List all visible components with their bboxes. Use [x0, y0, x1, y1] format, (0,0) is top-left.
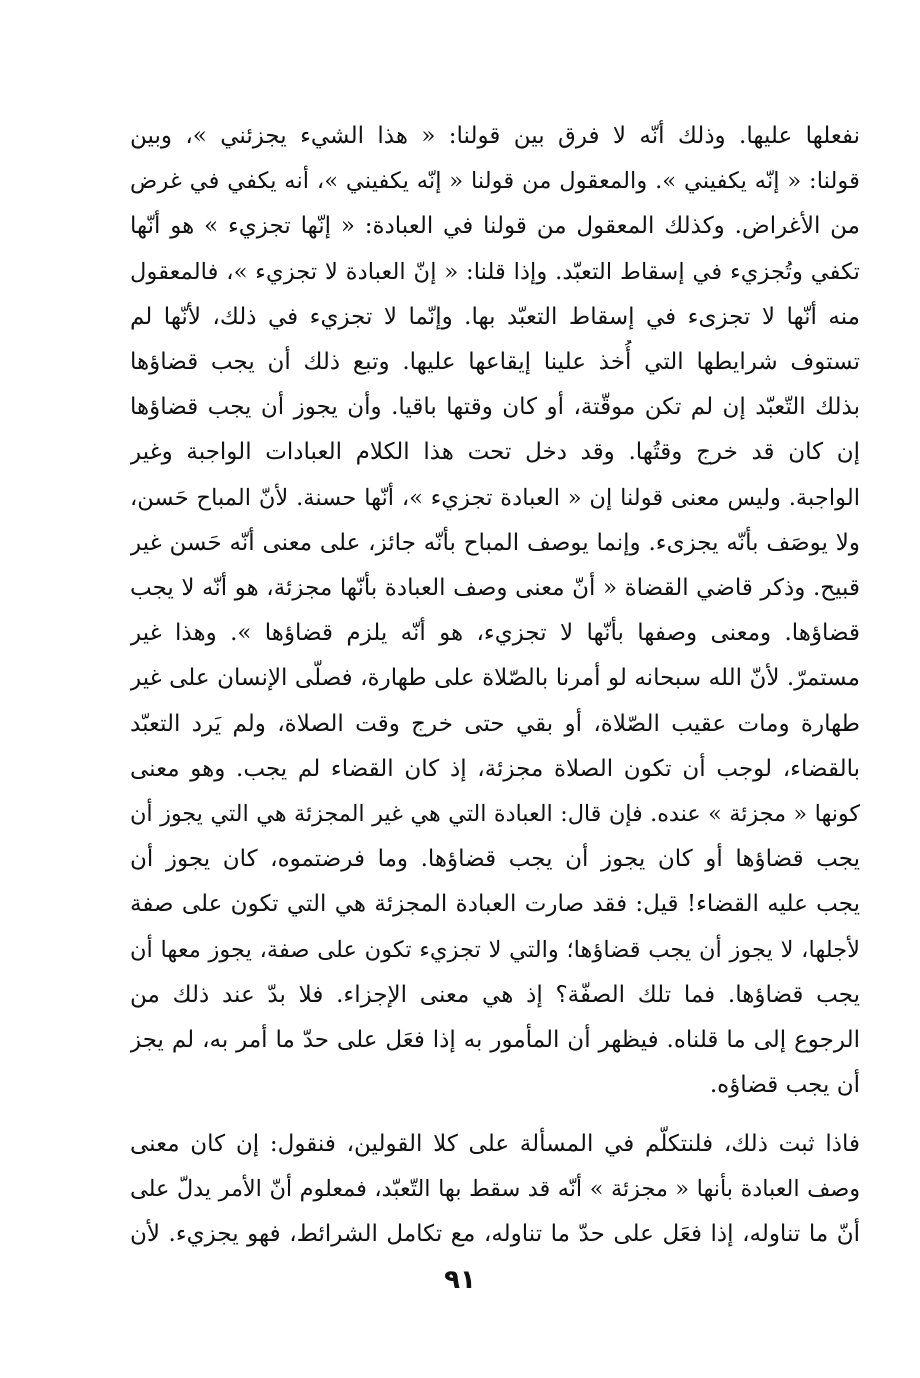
text-line: لأجلها، لا يجوز أن يجب قضاؤها؛ والتي لا تجزيء تكون على صفة، يجوز معها أن: [130, 936, 860, 963]
text-line: الرجوع إلى ما قلناه. فيظهر أن المأمور به إذا فعَل على حدّ ما أمر به، لم يجز: [130, 1027, 860, 1054]
text-line: فاذا ثبت ذلك، فلنتكلّم في المسألة على كلا القولين، فنقول: إن كان معنى: [130, 1131, 860, 1157]
text-line: وصف العبادة بأنها « مجزئة » أنّه قد سقط بها التّعبّد، فمعلوم أنّ الأمر يدلّ على: [130, 1176, 860, 1203]
text-line: طهارة ومات عقيب الصّلاة، أو بقي حتى خرج وقت الصلاة، ولم يَرد التعبّد: [130, 710, 860, 737]
text-line: مستمرّ. لأنّ الله سبحانه لو أمرنا بالصّلاة على طهارة، فصلّى الإنسان على غير: [130, 665, 860, 692]
text-line: كونها « مجزئة » عنده. فإن قال: العبادة التي هي غير المجزئة هي التي يجوز أن: [130, 801, 860, 828]
text-line: نفعلها عليها. وذلك أنّه لا فرق بين قولنا: « هذا الشيء يجزئني »، وبين: [130, 123, 860, 149]
text-line: من الأغراض. وكذلك المعقول من قولنا في العبادة: « إنّها تجزيء » هو أنّها: [130, 213, 860, 240]
text-line: إن كان قد خرج وقتُها. وقد دخل تحت هذا الكلام العبادات الواجبة وغير: [130, 439, 860, 466]
page-number: ٩١: [444, 1265, 476, 1295]
text-line: تكفي وتُجزيء في إسقاط التعبّد. وإذا قلنا: « إنّ العبادة لا تجزيء »، فالمعقول: [130, 258, 860, 285]
text-line: يجب قضاؤها. فما تلك الصفّة؟ إذ هي معنى الإجزاء. فلا بدّ عند ذلك من: [130, 981, 860, 1008]
text-line: قضاؤها. ومعنى وصفها بأنّها لا تجزيء، هو أنّه يلزم قضاؤها ». وهذا غير: [130, 620, 860, 647]
text-line: قولنا: « إنّه يكفيني ». والمعقول من قولنا « إنّه يكفيني »، أنه يكفي في غرض: [130, 168, 860, 195]
text-line: الواجبة. وليس معنى قولنا إن « العبادة تجزيء »، أنّها حسنة. لأنّ المباح حَسن،: [130, 484, 860, 511]
text-line: أنّ ما تناوله، إذا فعَل على حدّ ما تناوله، مع تكامل الشرائط، فهو يجزيء. لأن: [130, 1221, 860, 1248]
text-line: يجب عليه القضاء! قيل: فقد صارت العبادة المجزئة هي التي تكون على صفة: [130, 891, 860, 918]
text-line: قبيح. وذكر قاضي القضاة « أنّ معنى وصف العبادة بأنّها مجزئة، هو أنّه لا يجب: [130, 575, 860, 602]
paragraph-1: [130, 114, 860, 1108]
paragraph-2: [130, 1122, 860, 1258]
text-line: بالقضاء، لوجب أن تكون الصلاة مجزئة، إذ كان القضاء لم يجب. وهو معنى: [130, 755, 860, 782]
text-line: أن يجب قضاؤه.: [709, 1072, 860, 1099]
text-line: تستوف شرايطها التي أُخذ علينا إيقاعها عليها. وتبع ذلك أن يجب قضاؤها: [130, 349, 860, 376]
text-line: ولا يوصَف بأنّه يجزىء. وإنما يوصف المباح بأنّه جائز، على معنى أنّه حَسن غير: [130, 529, 860, 556]
text-line: بذلك التّعبّد إن لم تكن موقّتة، أو كان وقتها باقيا. وأن يجوز أن يجب قضاؤها: [130, 394, 860, 421]
text-line: يجب قضاؤها أو كان يجوز أن يجب قضاؤها. وما فرضتموه، كان يجوز أن: [130, 846, 860, 873]
text-line: منه أنّها لا تجزىء في إسقاط التعبّد بها. وإنّما لا تجزيء في ذلك، لأنّها لم: [130, 303, 860, 330]
